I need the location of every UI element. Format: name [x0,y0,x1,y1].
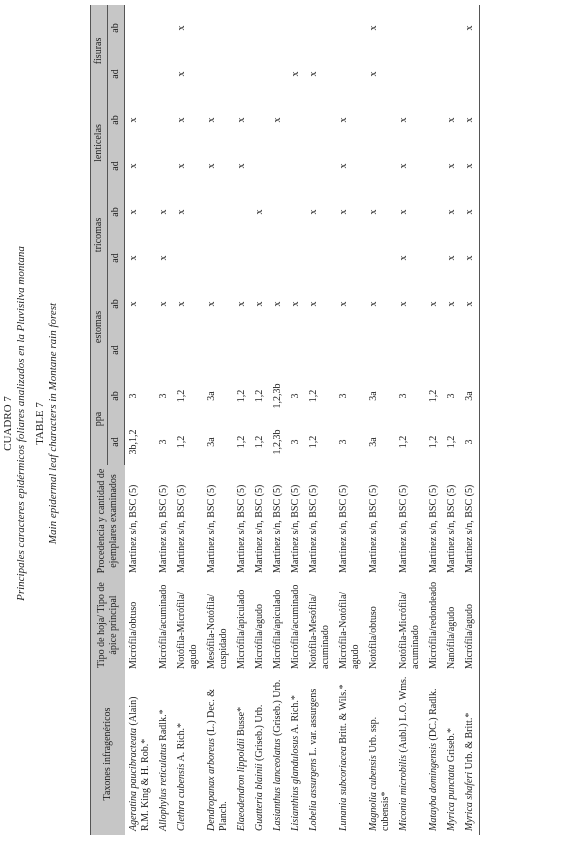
value-cell [233,51,251,97]
value-cell: x [128,301,139,307]
origin-cell: Martínez s/n, BSC (5) [461,465,480,577]
species-author: Urb. & Britt.* [463,712,475,772]
value-cell: 3a [461,373,480,419]
origin-cell: Martínez s/n, BSC (5) [289,484,301,573]
table-row [251,5,269,835]
value-cell [203,51,233,97]
value-cell: 1,2 [427,435,439,449]
value-cell: x [235,301,247,307]
value-cell: x [157,301,169,307]
value-cell: 1,2,3b [271,429,283,455]
table-number-en: TABLE 7 [34,402,46,445]
value-cell: x [235,163,247,169]
value-cell: x [128,163,139,169]
value-cell [287,327,305,373]
species-name: Ageratina paucibracteata [127,727,139,831]
value-cell: x [397,209,409,215]
value-cell: x [461,5,480,51]
origin-cell: Martínez s/n, BSC (5) [253,484,265,573]
header-ppa: ppa [91,373,108,465]
leaf-type-cell: Micrófila/acuminado [289,584,301,669]
species-author: (Alain) R.M. King & H. Rob.* [127,696,151,831]
value-cell [287,143,305,189]
value-cell: 1,2 [253,389,265,403]
value-cell [425,327,443,373]
taxon-cell [305,673,335,835]
value-cell: x [128,209,139,215]
leaf-type-cell: Micrófila/agudo [253,604,265,669]
subheader-ad: ad [108,419,125,465]
value-cell: 1,2 [175,435,187,449]
value-cell [365,143,395,189]
value-cell: x [128,255,139,261]
subheader-ab: ab [108,5,125,51]
value-cell: x [367,71,379,77]
table-row [305,5,335,835]
value-cell [425,235,443,281]
value-cell: x [461,97,480,143]
taxon-cell [125,673,155,835]
table-row [125,5,155,835]
value-cell [287,235,305,281]
leaf-characters-table [90,5,480,835]
value-cell: x [205,163,217,169]
value-cell [125,327,155,373]
taxon-cell [269,673,287,835]
species-name: Lasianthus lanceolatus [271,738,283,831]
value-cell: x [307,301,319,307]
taxon-cell [155,673,173,835]
species-author: Urb. ssp. cubensis* [367,716,391,831]
species-name: Guatteria blainii [253,763,265,831]
value-cell [155,5,173,51]
value-cell: x [157,255,169,261]
value-cell: x [337,301,349,307]
taxon-cell [461,673,480,835]
species-name: Dendropanax arboreus [205,738,217,831]
table-row [335,5,365,835]
subheader-ab: ab [108,281,125,327]
value-cell: x [175,301,187,307]
value-cell [365,327,395,373]
value-cell: x [289,71,301,77]
value-cell: x [367,25,379,31]
value-cell: x [205,117,217,123]
value-cell [269,5,287,51]
value-cell: x [367,209,379,215]
value-cell: x [271,117,283,123]
value-cell [269,235,287,281]
leaf-type-cell: Mesófila-Notófila/ cuspidado [205,594,229,669]
value-cell: 3 [128,393,139,399]
value-cell [395,51,425,97]
leaf-type-cell: Micrófila/apiculado [235,589,247,669]
table-row [443,5,461,835]
taxon-cell [335,673,365,835]
taxon-cell [443,673,461,835]
value-cell: x [205,301,217,307]
value-cell: x [397,255,409,261]
taxon-cell [365,673,395,835]
leaf-type-cell: Micrófila/agudo [461,577,480,673]
value-cell: x [235,117,247,123]
value-cell: x [175,163,187,169]
value-cell [251,5,269,51]
subheader-ad: ad [108,143,125,189]
value-cell: x [445,301,457,307]
value-cell [251,97,269,143]
species-name: Lunania subcoriacea [337,746,349,831]
species-name: Lobelia assurgens [307,758,319,831]
value-cell [173,235,203,281]
value-cell [461,327,480,373]
species-name: Lisianthius glandulosus [289,735,301,831]
species-name: Allophylus reticulatus [157,743,169,831]
value-cell: 3 [289,439,301,445]
subheader-ad: ad [108,235,125,281]
value-cell: 1,2 [445,435,457,449]
value-cell: x [445,209,457,215]
subheader-ab: ab [108,97,125,143]
value-cell: 1,2 [253,435,265,449]
header-fisuras: fisuras [91,5,108,97]
table-body [125,5,480,835]
value-cell [335,235,365,281]
subheader-ab: ab [108,373,125,419]
value-cell [305,327,335,373]
header-tricomas: tricomas [91,189,108,281]
taxon-cell [287,673,305,835]
table-row [155,5,173,835]
species-name: Myrica punctata [445,764,457,831]
value-cell [155,327,173,373]
value-cell [335,327,365,373]
value-cell: 3 [461,419,480,465]
value-cell [251,235,269,281]
subheader-ad: ad [108,51,125,97]
value-cell [233,189,251,235]
taxon-cell [203,673,233,835]
value-cell [269,189,287,235]
value-cell: x [307,209,319,215]
value-cell: x [175,71,187,77]
value-cell: 3a [205,437,217,447]
value-cell [269,327,287,373]
value-cell: x [397,117,409,123]
species-author: A. Rich.* [289,695,301,736]
species-author: (Aubl.) L.O. Wms. [397,676,409,755]
value-cell: 3b,1,2 [128,429,139,455]
value-cell: x [445,163,457,169]
species-author: (Griseb.) Urb. [271,679,283,739]
taxon-cell [395,673,425,835]
taxon-cell [425,673,443,835]
value-cell [365,235,395,281]
origin-cell: Martínez s/n, BSC (5) [445,484,457,573]
value-cell [269,143,287,189]
value-cell: x [461,189,480,235]
value-cell: 3 [337,393,349,399]
origin-cell: Martínez s/n, BSC (5) [157,484,169,573]
header-taxa: Taxones infragenéricos [91,673,125,835]
value-cell [425,5,443,51]
species-author: Busse* [235,706,247,739]
value-cell [173,327,203,373]
value-cell [155,97,173,143]
leaf-type-cell: Micrófila/acuminado [157,584,169,669]
value-cell: x [427,301,439,307]
value-cell: x [397,163,409,169]
value-cell [233,327,251,373]
value-cell: x [397,301,409,307]
value-cell [203,327,233,373]
value-cell: x [175,25,187,31]
value-cell: 3 [289,393,301,399]
value-cell: x [271,301,283,307]
value-cell: 3a [205,391,217,401]
leaf-type-cell: Micrófila/obtuso [127,601,139,669]
value-cell [155,51,173,97]
subheader-ad: ad [108,327,125,373]
value-cell [305,97,335,143]
leaf-type-cell: Nanófila/agudo [445,606,457,669]
value-cell: x [253,301,265,307]
value-cell: 3 [445,393,457,399]
value-cell [233,5,251,51]
value-cell: x [307,71,319,77]
value-cell [335,51,365,97]
species-author: Griseb.* [445,727,457,765]
table-row [287,5,305,835]
value-cell [269,51,287,97]
value-cell [305,5,335,51]
value-cell: 1,2 [235,389,247,403]
value-cell: 1,2 [307,435,319,449]
value-cell [395,5,425,51]
value-cell: 3 [397,393,409,399]
value-cell: 1,2,3b [271,383,283,409]
table-row [461,5,480,835]
origin-cell: Martínez s/n, BSC (5) [307,484,319,573]
value-cell [395,327,425,373]
value-cell [251,143,269,189]
species-name: Matayba domingensis [427,742,439,831]
value-cell [287,189,305,235]
value-cell: x [461,143,480,189]
value-cell: x [445,255,457,261]
value-cell [287,97,305,143]
species-author: Radlk.* [157,709,169,744]
value-cell: x [461,281,480,327]
value-cell [203,235,233,281]
table-title-es: Principales caracteres epidérmicos foliares analizados en la Pluvisilva montana [15,246,27,601]
subheader-ab: ab [108,189,125,235]
value-cell: x [289,301,301,307]
origin-cell: Martínez s/n, BSC (5) [337,484,349,573]
leaf-type-cell: Micrófila/redondeado [427,581,439,669]
value-cell [287,5,305,51]
value-cell [461,51,480,97]
leaf-type-cell: Notófila-Mesófila/ acuminado [307,594,331,669]
header-leaf-type: Tipo de hoja/ Tipo de ápice principal [91,577,125,673]
value-cell: 1,2 [307,389,319,403]
leaf-type-cell: Notófila-Micrófila/ agudo [175,591,199,669]
value-cell: 3a [367,437,379,447]
value-cell [155,143,173,189]
species-name: Elaeodendron lippoldii [235,738,247,831]
value-cell [335,5,365,51]
value-cell: 1,2 [175,389,187,403]
value-cell: x [337,117,349,123]
value-cell [251,327,269,373]
value-cell [125,5,155,51]
species-name: Miconia microbilis [397,754,409,831]
origin-cell: Martínez s/n, BSC (5) [427,484,439,573]
value-cell: 3a [367,391,379,401]
taxon-cell [251,673,269,835]
origin-cell: Martínez s/n, BSC (5) [271,484,283,573]
value-cell: x [337,209,349,215]
value-cell: x [157,209,169,215]
value-cell: x [175,209,187,215]
origin-cell: Martínez s/n, BSC (5) [397,484,409,573]
table-row [425,5,443,835]
value-cell: x [337,163,349,169]
species-author: (DC.) Radlk. [427,688,439,743]
header-lenticelas: lenticelas [91,97,108,189]
species-author: A. Rich.* [175,722,187,764]
value-cell: x [253,209,265,215]
value-cell [425,143,443,189]
value-cell [233,235,251,281]
taxon-cell [233,673,251,835]
leaf-type-cell: Notófila-Micrófila/ acuminado [397,591,421,669]
value-cell: 1,2 [397,435,409,449]
table-row [365,5,395,835]
value-cell [125,51,155,97]
origin-cell: Martínez s/n, BSC (5) [175,484,187,573]
origin-cell: Martínez s/n, BSC (5) [127,484,139,573]
species-author: L. var. assurgens [307,688,319,759]
value-cell [305,235,335,281]
origin-cell: Martínez s/n, BSC (5) [367,484,379,573]
value-cell [203,5,233,51]
table-row [395,5,425,835]
value-cell: 1,2 [235,435,247,449]
species-author: (L.) Dec. & Planch. [205,688,229,831]
table-row [269,5,287,835]
table-row [203,5,233,835]
value-cell: 3 [337,439,349,445]
table-row [173,5,203,835]
value-cell [305,143,335,189]
value-cell: 3 [157,393,169,399]
value-cell [203,189,233,235]
value-cell: x [367,301,379,307]
value-cell [425,97,443,143]
value-cell [425,51,443,97]
value-cell: 3 [157,439,169,445]
leaf-type-cell: Micrófila-Notófila/ agudo [337,591,361,669]
origin-cell: Martínez s/n, BSC (5) [235,484,247,573]
species-name: Clethra cubensis [175,763,187,831]
origin-cell: Martínez s/n, BSC (5) [205,484,217,573]
header-origin: Procedencia y cantidad de ejemplares examinados [91,465,125,577]
table-row [233,5,251,835]
species-name: Magnolia cubensis [367,755,379,831]
table-title-en: Main epidermal leaf characters in Montane rain forest [47,302,59,545]
value-cell [365,97,395,143]
value-cell [443,327,461,373]
value-cell: x [445,117,457,123]
value-cell [443,51,461,97]
value-cell: x [128,117,139,123]
header-estomas: estomas [91,281,108,373]
value-cell: x [175,117,187,123]
value-cell: 1,2 [427,389,439,403]
leaf-type-cell: Notófila/obtuso [367,606,379,669]
table-number-es: CUADRO 7 [2,396,14,451]
species-author: Britt. & Wils.* [337,684,349,747]
value-cell [251,51,269,97]
taxon-cell [173,673,203,835]
leaf-type-cell: Micrófila/apiculado [271,589,283,669]
species-name: Myrica shaferi [463,771,475,831]
value-cell: x [461,235,480,281]
value-cell [425,189,443,235]
species-author: (Griseb.) Urb. [253,704,265,764]
value-cell [443,5,461,51]
